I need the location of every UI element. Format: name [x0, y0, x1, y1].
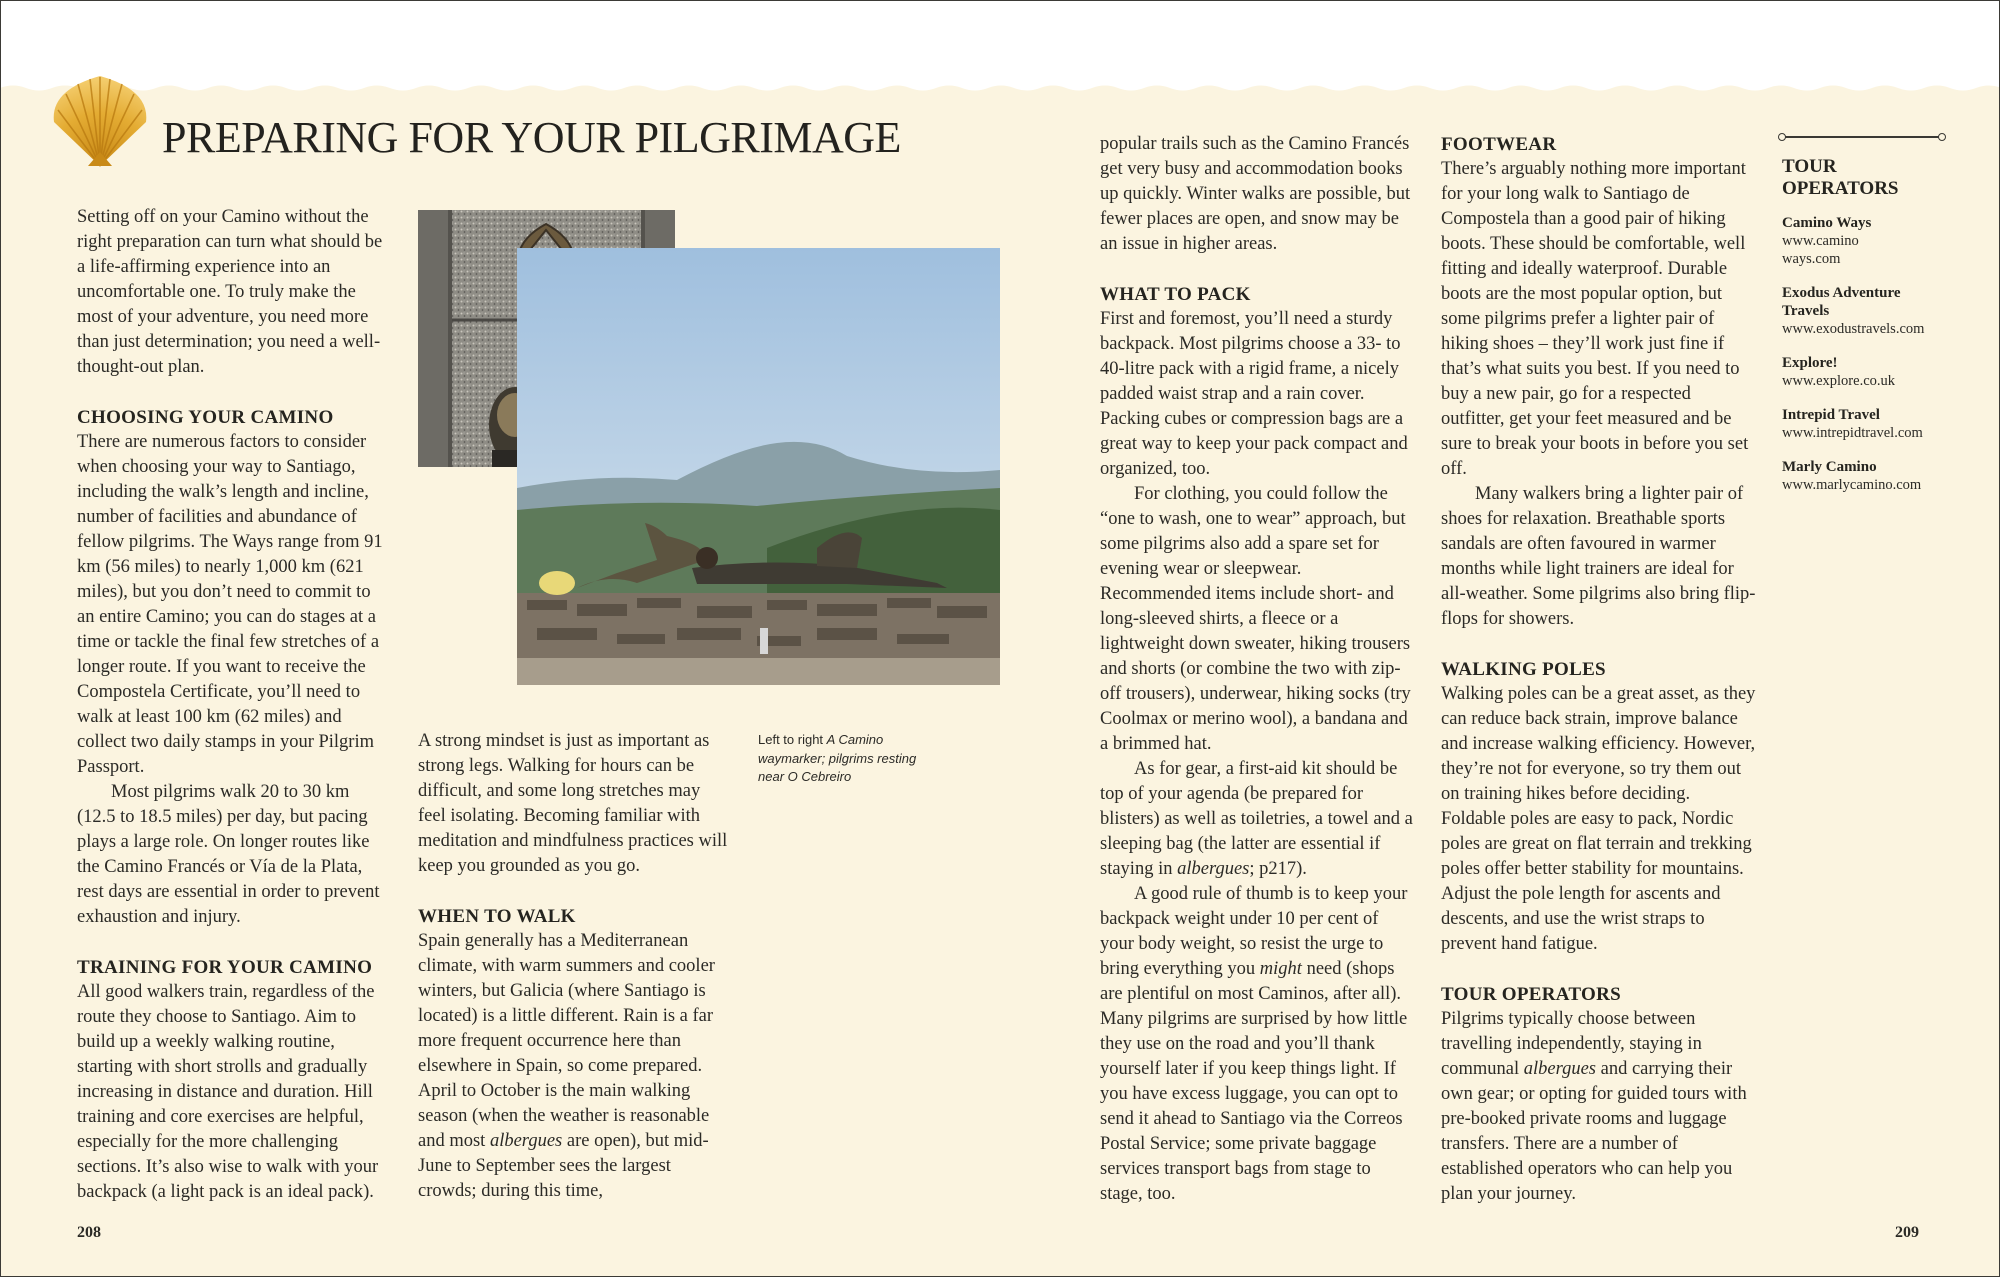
operator-item: [1782, 214, 1942, 268]
column-4: [1441, 132, 1756, 1207]
photo-pilgrims-resting: [517, 248, 1000, 685]
operator-name: Explore!: [1782, 355, 1838, 371]
operator-item: [1782, 458, 1942, 494]
pack4-text-b: need (shops are plentiful on most Caminos, after all). Many pilgrims are surprised by how little they use on the road and you’ll thank yourself later if you keep things light. If you have excess luggage, you can opt to send it ahead to Santiago via the Correos Postal Service; some private baggage services transport bags from stage to stage, too.: [1100, 959, 1408, 1204]
heading-choosing-your-camino: CHOOSING YOUR CAMINO: [77, 407, 334, 428]
tour-text-b: and carrying their own gear; or opting for guided tours with pre-booked private rooms and luggage transfers. There are a number of established operators who can help you plan your journey.: [1441, 1059, 1747, 1204]
sidebar-rule: [1782, 136, 1942, 138]
heading-what-to-pack: WHAT TO PACK: [1100, 284, 1251, 305]
sidebar-heading: TOUR OPERATORS: [1782, 156, 1899, 199]
caption-text: A Camino waymarker; pilgrims resting near O Cebreiro: [758, 732, 917, 784]
heading-tour-operators: TOUR OPERATORS: [1441, 984, 1621, 1005]
pack-paragraph-3: [1100, 757, 1415, 882]
operator-url[interactable]: www.intrepidtravel.com: [1782, 425, 1923, 441]
pack-paragraph-4: [1100, 882, 1415, 1207]
pack3-text-b: ; p217).: [1249, 859, 1307, 879]
pack3-text-em: albergues: [1177, 859, 1250, 879]
operator-url[interactable]: www.explore.co.uk: [1782, 373, 1896, 389]
when-text-em: albergues: [489, 1131, 563, 1151]
intro-paragraph: Setting off on your Camino without the right preparation can turn what should be a life-affirming experience into an uncomfortable one. To truly make the most of your adventure, you need more than just determination; you need a well-thought-out plan.: [77, 207, 383, 377]
heading-footwear: FOOTWEAR: [1441, 134, 1557, 155]
operator-url[interactable]: www.marlycamino.com: [1782, 477, 1922, 493]
operator-name: Camino Ways: [1782, 215, 1872, 231]
tour-text-em: albergues: [1523, 1059, 1596, 1079]
when-text-a: Spain generally has a Mediterranean climate, with warm summers and cooler winters, but Galicia (where Santiago is located) is a little different. Rain is a far more frequent occurrence here than elsewhere in Spain, so come prepared. April to October is the main walking season (when the weather is reasonable and most: [418, 931, 715, 1151]
column-2: [418, 729, 731, 1204]
heading-when-to-walk: WHEN TO WALK: [418, 906, 576, 927]
poles-paragraph: Walking poles can be a great asset, as they can reduce back strain, improve balance and increase walking efficiency. However, they’re not for everyone, so try them out on training hikes before deciding. Foldable poles are easy to pack, Nordic poles are great on flat terrain and trekking poles offer better stability for mountains. Adjust the pole length for ascents and descents, and use the wrist straps to prevent hand fatigue.: [1441, 684, 1756, 954]
operator-item: [1782, 354, 1942, 390]
mindset-paragraph: A strong mindset is just as important as strong legs. Walking for hours can be difficult, and some long stretches may feel isolating. Becoming familiar with meditation and mindfulness practices will keep you grounded as you go.: [418, 731, 728, 876]
pack-paragraph-1: First and foremost, you’ll need a sturdy backpack. Most pilgrims choose a 33- to 40-litre pack with a rigid frame, a nicely padded waist strap and a rain cover. Packing cubes or compression bags are a great way to keep your pack compact and organized, too.: [1100, 309, 1408, 479]
continued-paragraph: popular trails such as the Camino Francés get very busy and accommodation books up quickly. Winter walks are possible, but fewer places are open, and snow may be an issue in higher areas.: [1100, 134, 1411, 254]
tour-operators-sidebar: [1782, 136, 1942, 510]
operator-url[interactable]: www.exodustravels.com: [1782, 321, 1925, 337]
operator-name: Exodus Adventure Travels: [1782, 285, 1901, 319]
tour-text-a: Pilgrims typically choose between travelling independently, staying in communal: [1441, 1009, 1702, 1079]
pack3-text-a: As for gear, a first-aid kit should be top of your agenda (be prepared for blisters) as well as toiletries, a towel and a sleeping bag (the latter are essential if staying in: [1100, 759, 1413, 879]
when-text-b: are open), but mid-June to September sees the largest crowds; during this time,: [418, 1131, 709, 1201]
column-3: [1100, 132, 1415, 1207]
pack4-text-em: might: [1259, 959, 1302, 979]
choosing-paragraph-1: There are numerous factors to consider when choosing your way to Santiago, including the walk’s length and incline, number of facilities and abundance of fellow pilgrims. The Ways range from 91 km (56 miles) to nearly 1,000 km (621 miles), but you don’t need to commit to an entire Camino; you can do stages at a time or tackle the final few stretches of a longer route. If you want to receive the Compostela Certificate, you’ll need to walk at least 100 km (62 miles) and collect two daily stamps in your Pilgrim Passport.: [77, 432, 383, 777]
photo-caption: [758, 731, 928, 787]
footwear-paragraph-1: There’s arguably nothing more important for your long walk to Santiago de Compostela than a good pair of hiking boots. These should be comfortable, well fitting and ideally waterproof. Durable boots are the most popular option, but some pilgrims prefer a lighter pair of hiking shoes – they’ll work just fine if that’s what suits you best. If you need to buy a new pair, go for a respected outfitter, get your feet measured and be sure to break your boots in before you set off.: [1441, 159, 1749, 479]
page-title: PREPARING FOR YOUR PILGRIMAGE: [162, 113, 901, 162]
operator-item: [1782, 406, 1942, 442]
pack-paragraph-2: For clothing, you could follow the “one to wash, one to wear” approach, but some pilgrims also add a spare set for evening wear or sleepwear. Recommended items include short- and long-sleeved shirts, a fleece or a lightweight down sweater, hiking trousers and shorts (or combine the two with zip-off trousers), underwear, hiking socks (try Coolmax or merino wool), a bandana and a brimmed hat.: [1100, 484, 1411, 754]
operator-url[interactable]: www.camino ways.com: [1782, 233, 1859, 267]
operator-item: [1782, 284, 1942, 338]
tour-paragraph: [1441, 1007, 1756, 1207]
page-number-right: 209: [1895, 1224, 1919, 1241]
heading-walking-poles: WALKING POLES: [1441, 659, 1606, 680]
caption-lead: Left to right: [758, 732, 827, 747]
operator-name: Marly Camino: [1782, 459, 1877, 475]
pack4-text-a: A good rule of thumb is to keep your backpack weight under 10 per cent of your body weight, so resist the urge to bring everything you: [1100, 884, 1408, 979]
choosing-paragraph-2: Most pilgrims walk 20 to 30 km (12.5 to 18.5 miles) per day, but pacing plays a large role. On longer routes like the Camino Francés or Vía de la Plata, rest days are essential in order to prevent exhaustion and injury.: [77, 782, 380, 927]
column-1: [77, 205, 390, 1205]
when-paragraph: [418, 929, 731, 1204]
training-paragraph-1: All good walkers train, regardless of the route they choose to Santiago. Aim to build up a weekly walking routine, starting with short strolls and gradually increasing in distance and duration. Hill training and core exercises are helpful, especially for the more challenging sections. It’s also wise to walk with your backpack (a light pack is an ideal pack).: [77, 982, 379, 1202]
scallop-shell-icon: [44, 70, 156, 170]
footwear-paragraph-2: Many walkers bring a lighter pair of shoes for relaxation. Breathable sports sandals are often favoured in warmer months while light trainers are ideal for all-weather. Some pilgrims also bring flip-flops for showers.: [1441, 484, 1756, 629]
heading-training-for-your-camino: TRAINING FOR YOUR CAMINO: [77, 957, 373, 978]
operator-name: Intrepid Travel: [1782, 407, 1880, 423]
page-number-left: 208: [77, 1224, 101, 1241]
